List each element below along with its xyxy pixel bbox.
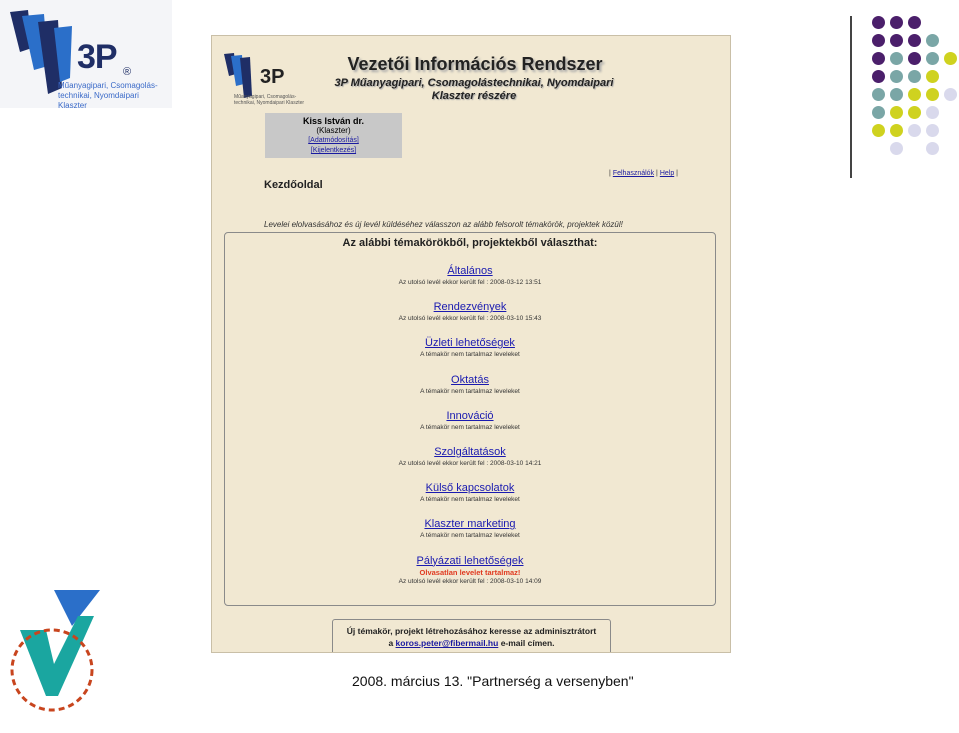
- decorative-dot: [926, 106, 939, 119]
- app-logo-text: Műanyagipari, Csomagolás-technikai, Nyomdaipari Klaszter: [234, 94, 305, 106]
- decorative-dot: [926, 34, 939, 47]
- topic-info: A témakör nem tartalmaz leveleket: [420, 423, 520, 431]
- topic-info: A témakör nem tartalmaz leveleket: [420, 496, 520, 504]
- logo-registered: ®: [123, 66, 132, 78]
- user-box: [265, 113, 402, 158]
- topic-item: [225, 555, 715, 586]
- nav-sep-3: |: [676, 170, 678, 177]
- logo-brand: 3P: [77, 38, 117, 76]
- topics-panel: [224, 232, 716, 606]
- topic-item: [225, 301, 715, 323]
- decorative-dot: [908, 106, 921, 119]
- intro-text: Levelei elolvasásához és új levél küldéséhez válasszon az alább felsorolt témakörök, projektek közül!: [264, 220, 623, 229]
- decorative-dots: [868, 12, 959, 162]
- decorative-dot: [944, 88, 957, 101]
- cluster-logo: [0, 0, 172, 108]
- admin-email-link[interactable]: koros.peter@fibermail.hu: [395, 638, 499, 648]
- app-subtitle-2: Klaszter részére: [431, 90, 517, 102]
- decorative-dot: [872, 34, 885, 47]
- logo-tagline-2: technikai, Nyomdaipari Klaszter: [58, 91, 139, 110]
- vallalkozoi-kozpont-logo-icon: [2, 586, 102, 716]
- unread-warning: Olvasatlan levelet tartalmaz!: [419, 567, 521, 577]
- edit-profile-link[interactable]: [Adatmódosítás]: [308, 137, 359, 144]
- decorative-dot: [926, 142, 939, 155]
- topic-link[interactable]: Rendezvények: [433, 301, 507, 314]
- decorative-dot: [890, 106, 903, 119]
- decorative-dot: [908, 88, 921, 101]
- divider-line: [850, 16, 852, 178]
- decorative-dot: [908, 52, 921, 65]
- topic-link[interactable]: Külső kapcsolatok: [425, 482, 515, 495]
- decorative-dot: [872, 124, 885, 137]
- decorative-dot: [872, 52, 885, 65]
- topic-item: [225, 265, 715, 287]
- decorative-dot: [890, 52, 903, 65]
- topic-link[interactable]: Üzleti lehetőségek: [425, 337, 515, 350]
- page-title: Kezdőoldal: [264, 179, 323, 191]
- logo-tagline: [58, 81, 170, 111]
- contact-line-2-post: e-mail címen.: [500, 638, 555, 648]
- decorative-dot: [890, 142, 903, 155]
- topic-link[interactable]: Klaszter marketing: [424, 518, 516, 531]
- logout-link[interactable]: [Kijelentkezés]: [310, 147, 357, 154]
- decorative-dot: [926, 88, 939, 101]
- users-link[interactable]: Felhasználók: [612, 170, 655, 177]
- contact-box: [332, 619, 611, 653]
- topic-info: A témakör nem tartalmaz leveleket: [420, 387, 520, 395]
- slide-caption: 2008. március 13. "Partnerség a versenyben": [352, 673, 634, 689]
- decorative-dot: [872, 106, 885, 119]
- topic-info: Az utolsó levél ekkor került fel : 2008-03-10 15:43: [398, 315, 542, 323]
- decorative-dot: [908, 34, 921, 47]
- decorative-dot: [890, 124, 903, 137]
- contact-line-1: Új témakör, projekt létrehozásához keresse az adminisztrátort: [346, 626, 597, 636]
- user-name: Kiss István dr.: [302, 116, 365, 126]
- help-link[interactable]: Help: [659, 170, 675, 177]
- topic-link[interactable]: Oktatás: [451, 373, 489, 386]
- contact-line-2-pre: a: [388, 638, 394, 648]
- decorative-dot: [890, 34, 903, 47]
- nav-sep-1: |: [609, 170, 611, 177]
- app-logo-mark-icon: [222, 52, 262, 100]
- topic-item: [225, 374, 715, 396]
- decorative-dot: [908, 124, 921, 137]
- topic-link[interactable]: Szolgáltatások: [434, 446, 506, 458]
- nav-sep-2: |: [656, 170, 658, 177]
- topic-info: A témakör nem tartalmaz leveleket: [420, 532, 520, 540]
- topic-item: [225, 410, 715, 432]
- topics-heading: Az alábbi témakörökből, projektekből választhat:: [342, 237, 598, 249]
- decorative-dot: [926, 124, 939, 137]
- decorative-dot: [890, 88, 903, 101]
- top-nav: [609, 170, 678, 177]
- topic-info: Az utolsó levél ekkor került fel : 2008-03-12 13:51: [398, 279, 542, 286]
- decorative-dot: [872, 88, 885, 101]
- topic-item: [225, 518, 715, 540]
- user-role: (Klaszter): [316, 126, 351, 135]
- decorative-dot: [908, 70, 921, 83]
- decorative-dot: [944, 52, 957, 65]
- app-screenshot: [211, 35, 731, 653]
- app-logo: [222, 48, 305, 110]
- decorative-dot: [890, 70, 903, 83]
- decorative-dot: [872, 70, 885, 83]
- topic-item: [225, 482, 715, 504]
- app-subtitle-1: 3P Műanyagipari, Csomagolástechnikai, Nyomdaipari: [334, 77, 614, 89]
- app-logo-brand: 3P: [260, 66, 285, 88]
- decorative-dot: [908, 16, 921, 29]
- app-title: Vezetői Információs Rendszer: [347, 54, 603, 74]
- topic-item: [225, 337, 715, 359]
- topic-info: Az utolsó levél ekkor került fel : 2008-03-10 14:21: [398, 460, 542, 467]
- topic-item: [225, 446, 715, 468]
- topic-info: A témakör nem tartalmaz leveleket: [420, 351, 520, 359]
- topic-info: Az utolsó levél ekkor került fel : 2008-03-10 14:09: [398, 577, 542, 585]
- topic-link[interactable]: Pályázati lehetőségek: [416, 554, 524, 567]
- logo-tagline-1: Műanyagipari, Csomagolás-: [58, 81, 158, 90]
- decorative-dot: [926, 52, 939, 65]
- decorative-dot: [926, 70, 939, 83]
- topic-link[interactable]: Innováció: [446, 409, 494, 422]
- decorative-dot: [890, 16, 903, 29]
- decorative-dot: [872, 16, 885, 29]
- app-subtitle: [324, 77, 624, 103]
- topic-link[interactable]: Általános: [447, 265, 493, 277]
